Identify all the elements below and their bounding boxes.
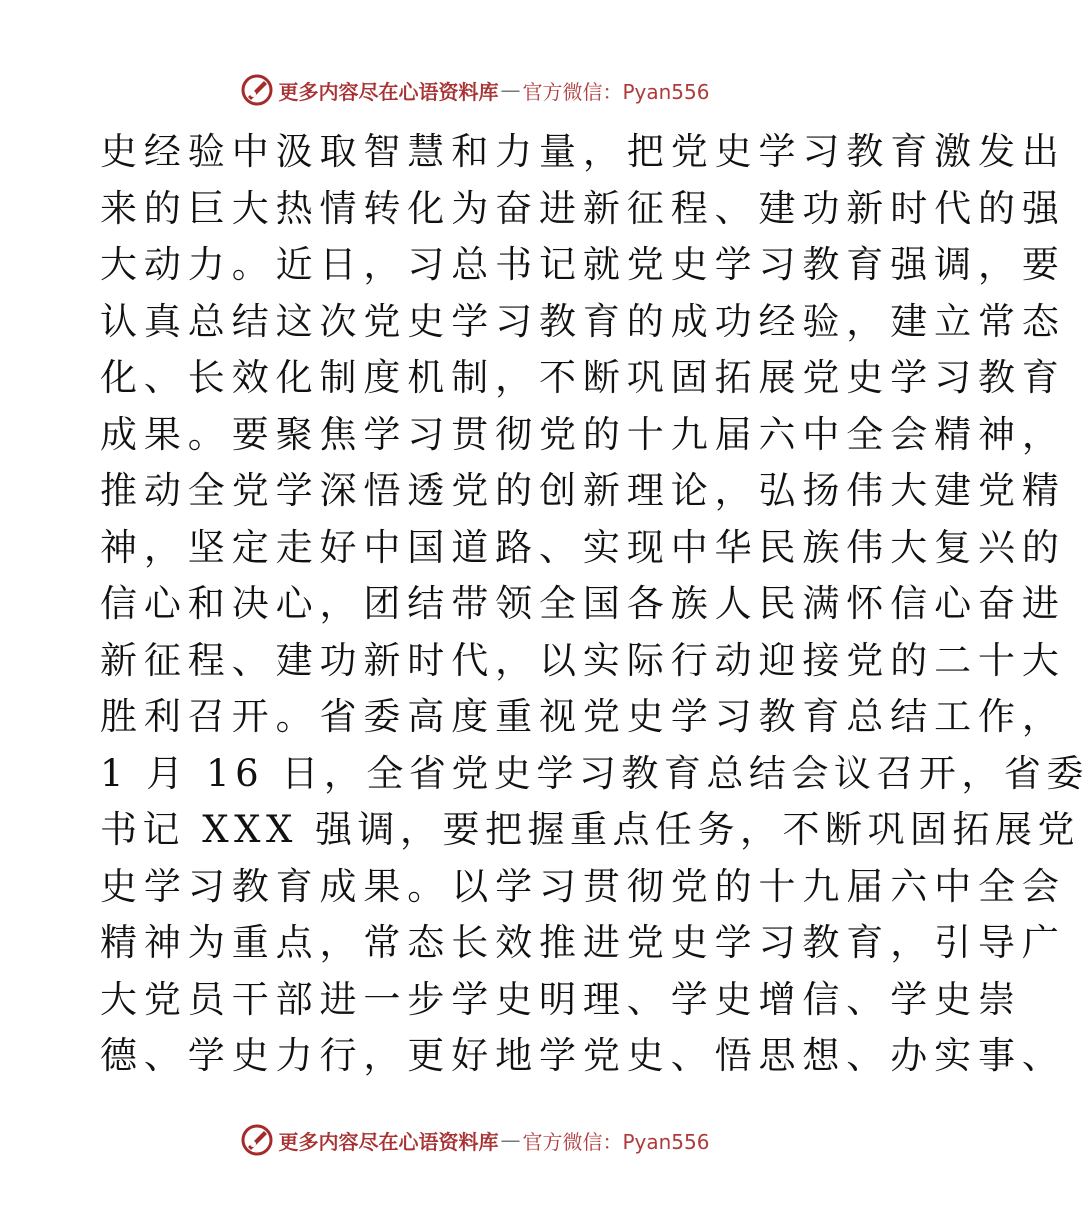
text-line: 史经验中汲取智慧和力量，把党史学习教育激发出 [100,130,1066,173]
brand-logo-icon [240,1123,274,1157]
banner-title: 更多内容尽在心语资料库 [278,1129,499,1154]
brand-logo-icon [240,73,274,107]
text-line: 德、学史力行，更好地学党史、悟思想、办实事、 [100,1034,1066,1077]
banner-contact: 官方微信：Pyan556 [522,79,710,104]
text-line: 化、长效化制度机制，不断巩固拓展党史学习教育 [100,356,1066,399]
text-line: 胜利召开。省委高度重视党史学习教育总结工作， [100,695,1066,738]
text-line: 1 月 16 日，全省党史学习教育总结会议召开，省委 [100,751,1089,795]
text-line: 书记 XXX 强调，要把握重点任务，不断巩固拓展党 [100,808,1081,851]
text-line: 神，坚定走好中国道路、实现中华民族伟大复兴的 [100,525,1066,569]
text-line: 来的巨大热情转化为奋进新征程、建功新时代的强 [100,186,1066,230]
text-line: 新征程、建功新时代，以实际行动迎接党的二十大 [100,638,1066,682]
text-line: 史学习教育成果。以学习贯彻党的十九届六中全会 [100,864,1066,908]
banner-title: 更多内容尽在心语资料库 [278,79,499,104]
text-line: 大党员干部进一步学史明理、学史增信、学史崇 [100,977,1022,1021]
header-banner [0,72,950,108]
text-line: 认真总结这次党史学习教育的成功经验，建立常态 [100,299,1066,343]
banner-separator: — [500,1128,521,1152]
text-line: 精神为重点，常态长效推进党史学习教育，引导广 [100,921,1066,964]
text-line: 推动全党学深悟透党的创新理论，弘扬伟大建党精 [100,469,1066,512]
footer-banner [0,1122,950,1158]
banner-separator: — [500,78,521,102]
banner-contact: 官方微信：Pyan556 [522,1129,710,1154]
document-body [100,124,1089,1085]
text-line: 大动力。近日，习总书记就党史学习教育强调，要 [100,243,1066,286]
text-line: 成果。要聚焦学习贯彻党的十九届六中全会精神， [100,412,1066,456]
text-line: 信心和决心，团结带领全国各族人民满怀信心奋进 [100,582,1066,625]
